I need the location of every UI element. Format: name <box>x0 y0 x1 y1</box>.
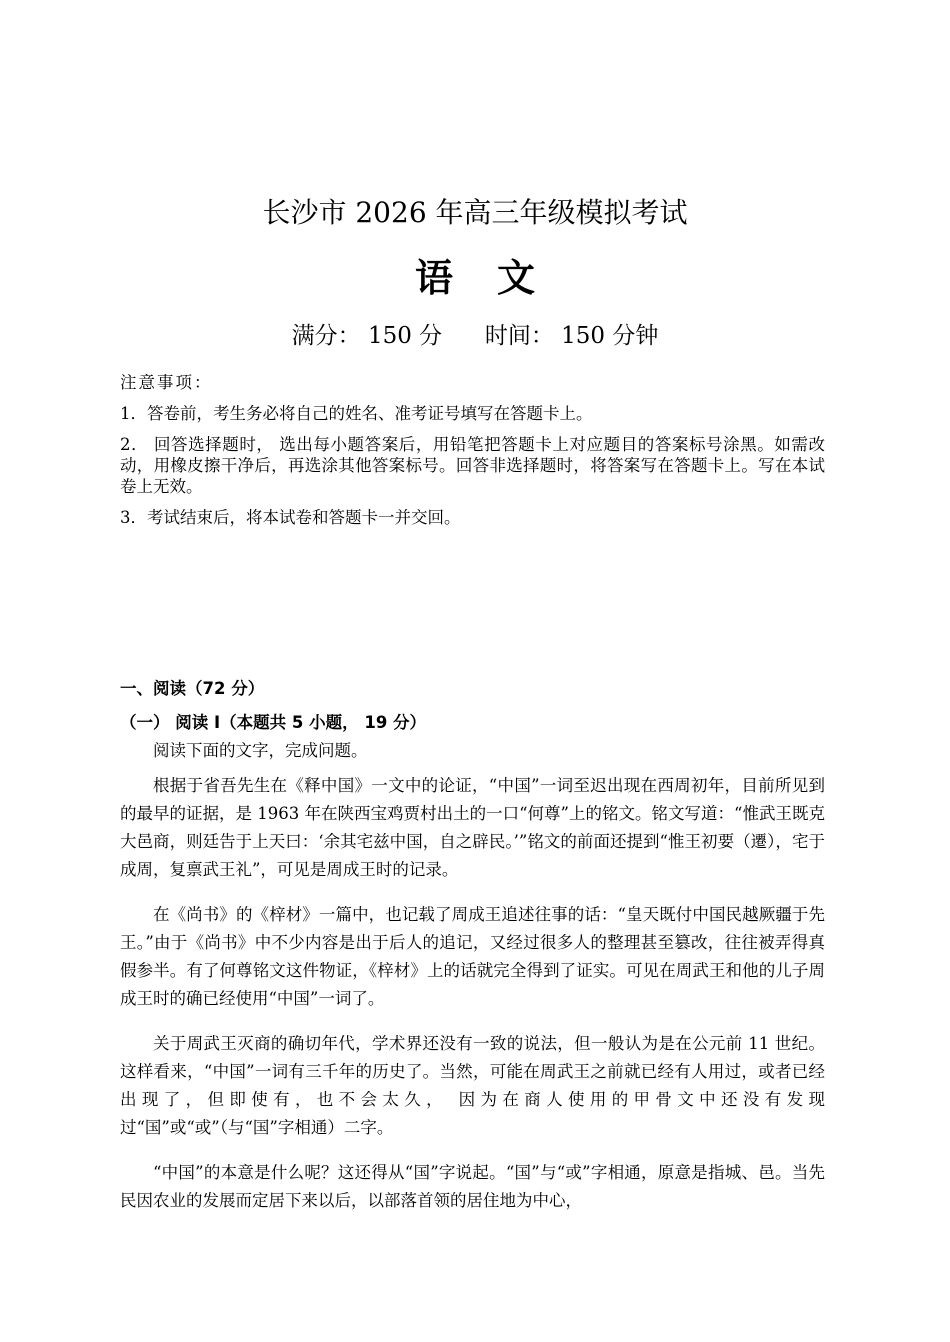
time-label: 时间： <box>484 323 554 349</box>
passage-paragraph: 关于周武王灭商的确切年代，学术界还没有一致的说法，但一般认为是在公元前 11 世纪。这样看来，“中国”一词有三千年的历史了。当然，可能在周武王之前就已经有人用过，或者已经出现了，但即使有，也不会太久， 因为在商人使用的甲骨文中还没有发现过“国”或“或”（与“国”字相通）二字。 <box>120 1034 825 1137</box>
passage-paragraph: 在《尚书》的《梓材》一篇中，也记载了周成王追述往事的话：“皇天既付中国民越厥疆于先王。”由于《尚书》中不少内容是出于后人的追记，又经过很多人的整理甚至篡改，往往被弄得真假参半。有了何尊铭文这件物证，《梓材》上的话就完全得到了证实。可见在周武王和他的儿子周成王时的确已经使用“中国”一词了。 <box>120 905 825 1008</box>
note-item: 1．答卷前，考生务必将自己的姓名、准考证号填写在答题卡上。 <box>120 404 593 423</box>
note-item: 2． 回答选择题时， 选出每小题答案后，用铅笔把答题卡上对应题目的答案标号涂黑。如需改动，用橡皮擦干净后，再选涂其他答案标号。回答非选择题时，将答案写在答题卡上。写在本试卷上无效。 <box>120 435 825 496</box>
notes-block <box>120 372 825 538</box>
subsection-heading: （一） 阅读 I（本题共 5 小题， 19 分） <box>120 713 427 732</box>
reading-section <box>120 677 825 1232</box>
reading-instruction: 阅读下面的文字，完成问题。 <box>153 741 368 760</box>
section-heading: 一、阅读（72 分） <box>120 679 265 698</box>
score-value: 150 分 <box>367 323 443 349</box>
notes-heading: 注意事项： <box>120 373 213 392</box>
note-item: 3．考试结束后，将本试卷和答题卡一并交回。 <box>120 508 461 527</box>
exam-title: 长沙市 2026 年高三年级模拟考试 <box>262 196 688 229</box>
score-label: 满分： <box>291 323 361 349</box>
passage-paragraph: “中国”的本意是什么呢？这还得从“国”字说起。“国”与“或”字相通，原意是指城、邑。当先民因农业的发展而定居下来以后，以部落首领的居住地为中心， <box>120 1163 825 1210</box>
subject-title: 语文 <box>414 255 579 300</box>
passage-paragraph: 根据于省吾先生在《释中国》一文中的论证，“中国”一词至迟出现在西周初年，目前所见到的最早的证据，是 1963 年在陕西宝鸡贾村出土的一口“何尊”上的铭文。铭文写道：“惟武王既克大邑商，则廷告于上天曰：‘余其宅兹中国，自之辟民。’”铭文的前面还提到“惟王初要（遷），宅于成周，复禀武王礼”，可见是周成王时的记录。 <box>120 776 825 879</box>
time-value: 150 分钟 <box>561 323 659 349</box>
exam-meta <box>0 318 950 354</box>
